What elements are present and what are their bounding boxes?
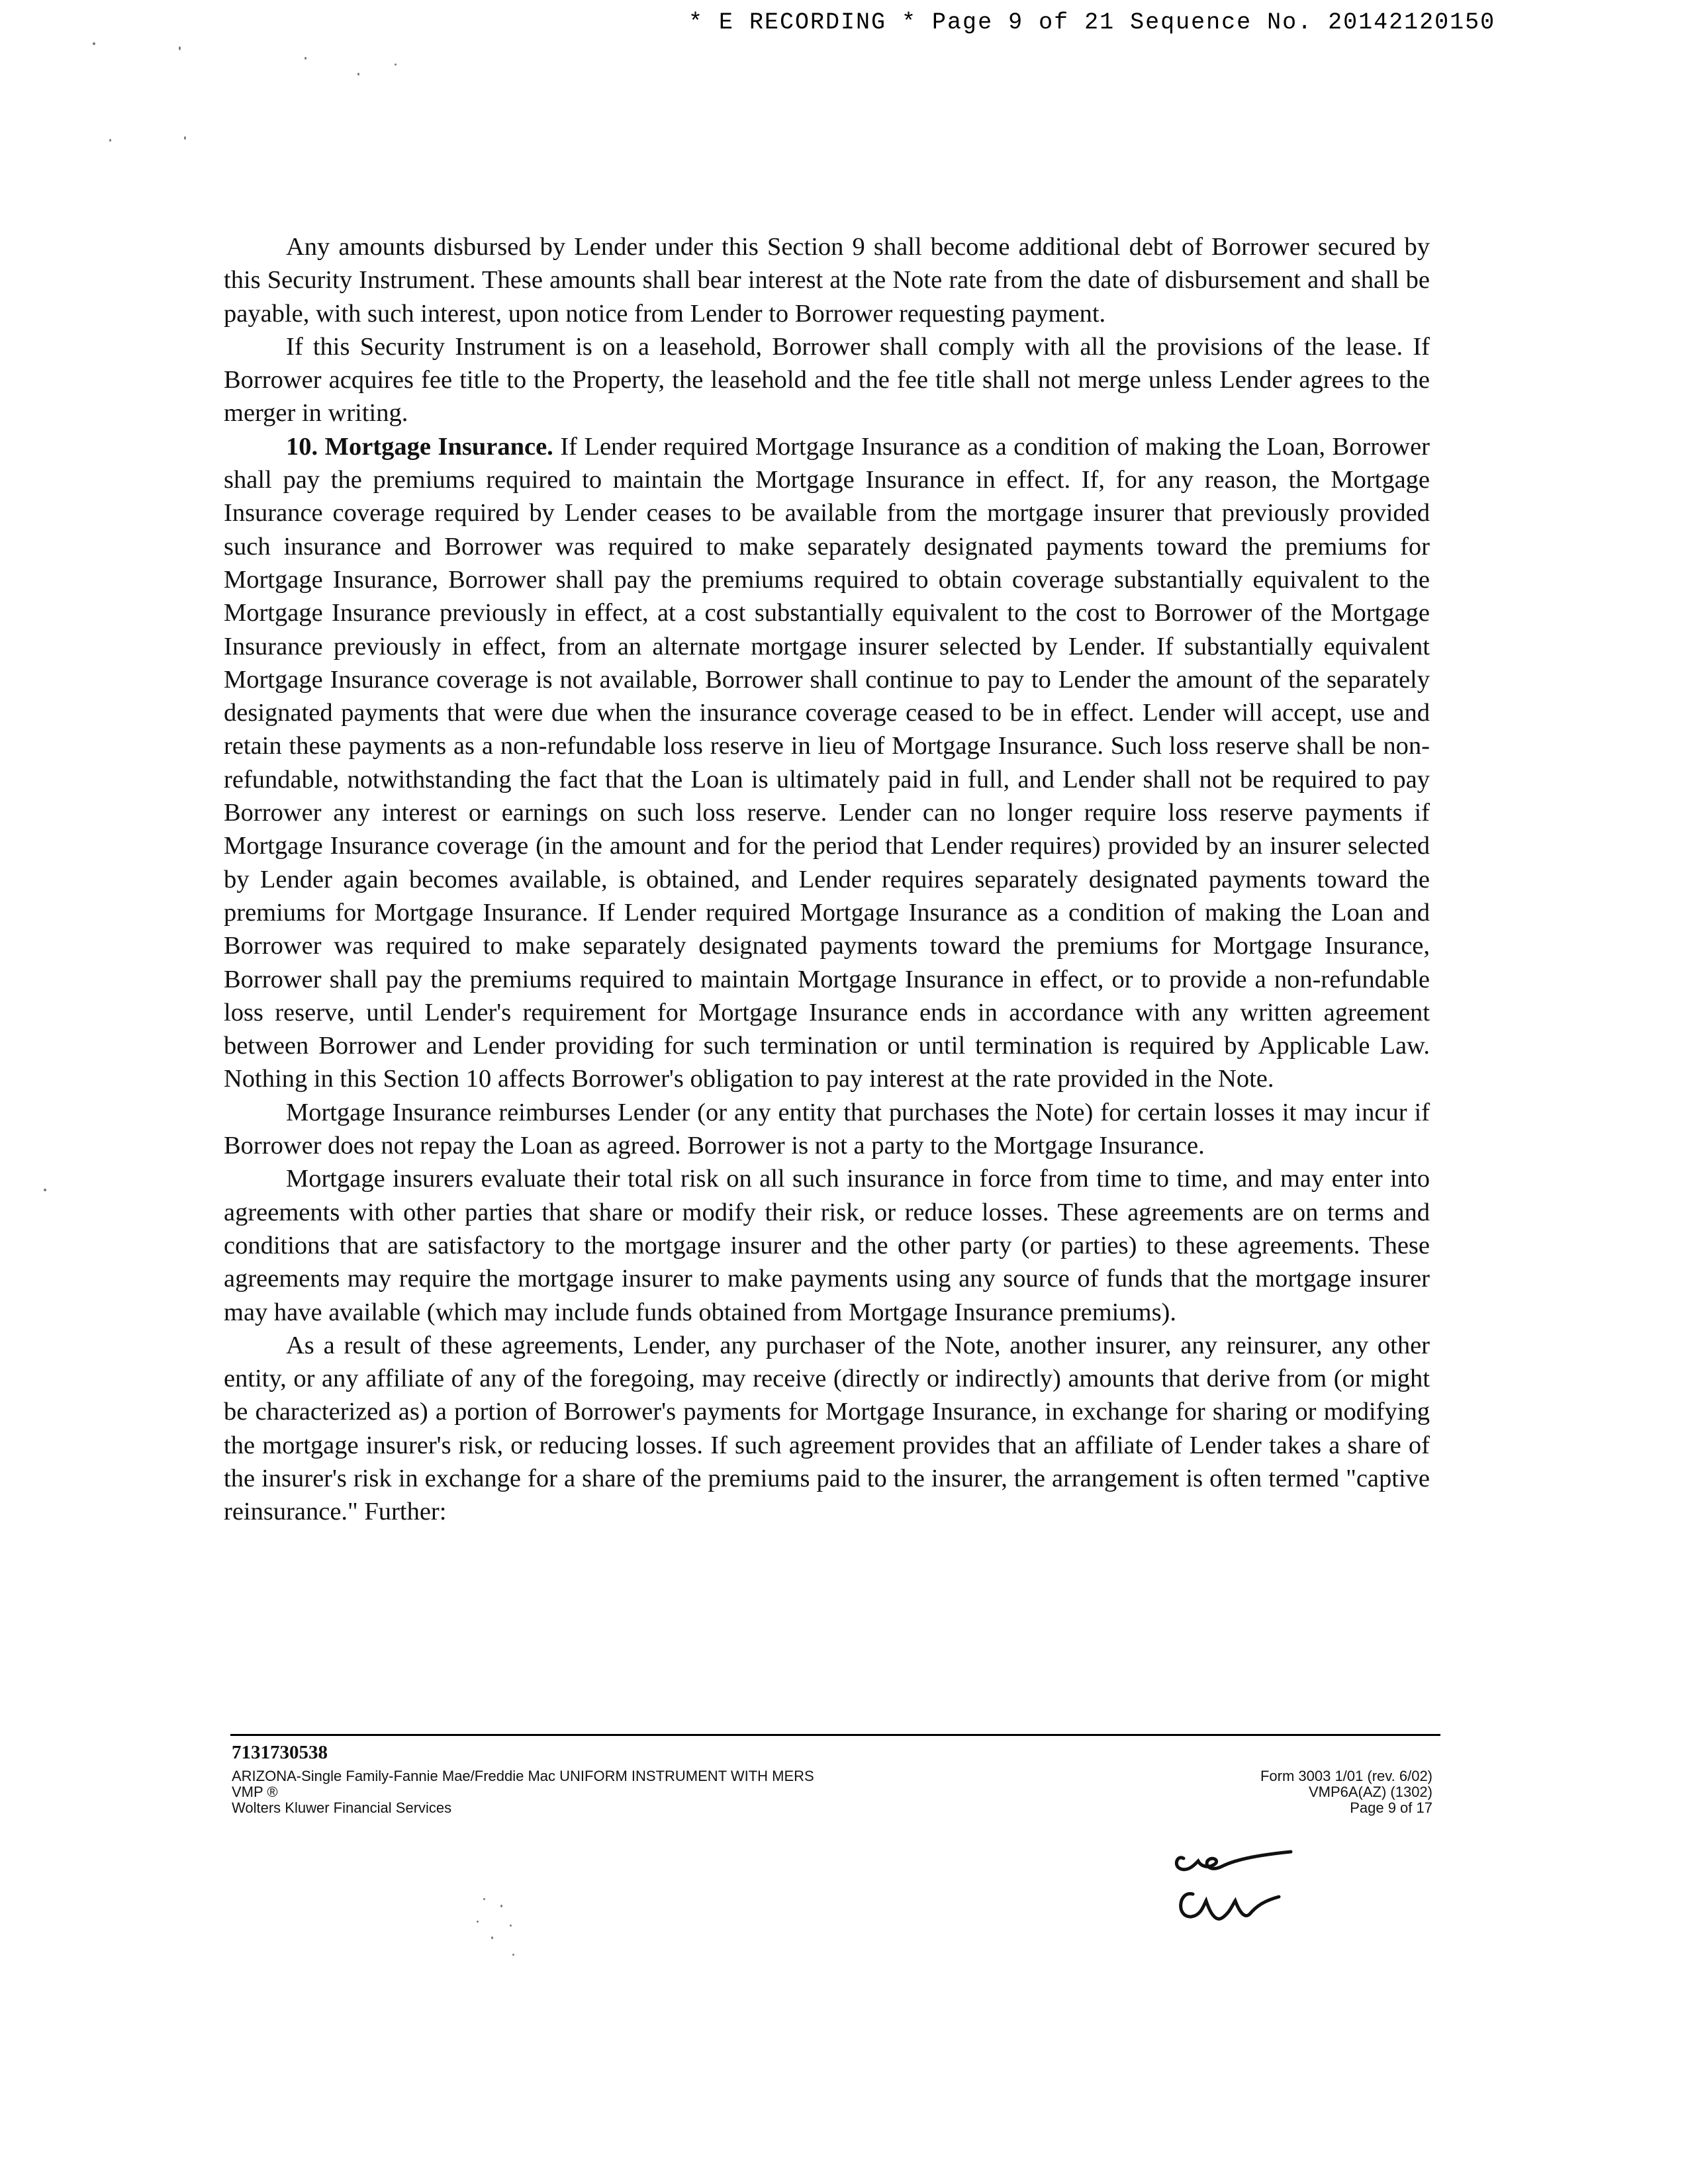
scan-speck — [357, 73, 359, 75]
handwritten-initials — [1172, 1840, 1317, 1939]
loan-number: 7131730538 — [232, 1742, 328, 1763]
scan-speck — [184, 136, 186, 140]
publisher: Wolters Kluwer Financial Services — [232, 1799, 452, 1816]
scan-speck — [93, 42, 95, 45]
paragraph-disbursed-amounts: Any amounts disbursed by Lender under this Section 9 shall become additional debt of Borrower secured by this Security Instrument. These amounts shall bear interest at the Note rate from the date of disbursement and shall be payable, with such interest, upon notice from Lender to Borrower requesting payment. — [224, 233, 1430, 328]
form-code: VMP6A(AZ) (1302) — [1308, 1784, 1432, 1800]
paragraph-agreements: As a result of these agreements, Lender, any purchaser of the Note, another insurer, any reinsurer, any other entity, or any affiliate of any of the foregoing, may receive (directly or indirectly) amounts that derive from (or might be characterized as) a portion of Borrower's payments for Mortgage Insurance, in exchange for sharing or modifying the mortgage insurer's risk, or reducing losses. If such agreement provides that an affiliate of Lender takes a share of the insurer's risk in exchange for a share of the premiums paid to the insurer, the arrangement is often termed "captive reinsurance." Further: — [224, 1331, 1430, 1526]
document-body — [224, 230, 1430, 1529]
paragraph-leasehold: If this Security Instrument is on a leasehold, Borrower shall comply with all the provisions of the lease. If Borrower acquires fee title to the Property, the leasehold and the fee title shall not merge unless Lender agrees to the merger in writing. — [224, 332, 1430, 428]
scan-speck — [510, 1925, 512, 1927]
scan-speck — [305, 57, 306, 60]
scan-speck — [500, 1905, 502, 1907]
form-title: ARIZONA-Single Family-Fannie Mae/Freddie Mac UNIFORM INSTRUMENT WITH MERS — [232, 1768, 814, 1784]
section-heading: 10. Mortgage Insurance. — [286, 432, 553, 461]
scan-speck — [512, 1954, 514, 1956]
paragraph-mi-insurers: Mortgage insurers evaluate their total risk on all such insurance in force from time to time, and may enter into agreements with other parties that share or modify their risk, or reduce losses. These agreements are on terms and conditions that are satisfactory to the mortgage insurer and the other party (or parties) to these agreements. These agreements may require the mortgage insurer to make payments using any source of funds that the mortgage insurer may have available (which may include funds obtained from Mortgage Insurance premiums). — [224, 1165, 1430, 1326]
scan-speck — [44, 1189, 46, 1191]
footer-form-number — [1260, 1768, 1432, 1816]
initials-stroke-bottom — [1181, 1893, 1279, 1919]
scan-speck — [179, 46, 181, 50]
scan-speck — [477, 1921, 479, 1923]
initials-stroke-top — [1176, 1852, 1291, 1870]
footer-divider — [230, 1734, 1440, 1736]
scan-speck — [395, 64, 397, 66]
form-number: Form 3003 1/01 (rev. 6/02) — [1260, 1768, 1432, 1784]
scan-speck — [109, 139, 111, 142]
footer-form-info — [232, 1768, 814, 1816]
scan-speck — [483, 1898, 485, 1900]
vmp-mark: VMP ® — [232, 1784, 278, 1800]
section-10-text: If Lender required Mortgage Insurance as a condition of making the Loan, Borrower shall pay the premiums required to maintain the Mortgage Insurance in effect. If, for any reason, the Mortgage Insurance coverage required by Lender ceases to be available from the mortgage insurer that previously provided such insurance and Borrower was required to make separately designated payments toward the premiums for Mortgage Insurance, Borrower shall pay the premiums required to obtain coverage substantially equivalent to the Mortgage Insurance previously in effect, at a cost substantially equivalent to the cost to Borrower of the Mortgage Insurance previously in effect, from an alternate mortgage insurer selected by Lender. If substantially equivalent Mortgage Insurance coverage is not available, Borrower shall continue to pay to Lender the amount of the separately designated payments that were due when the insurance coverage ceased to be in effect. Lender will accept, use and retain these payments as a non-refundable loss reserve in lieu of Mortgage Insurance. Such loss reserve shall be non-refundable, notwithstanding the fact that the Loan is ultimately paid in full, and Lender shall not be required to pay Borrower any interest or earnings on such loss reserve. Lender can no longer require loss reserve payments if Mortgage Insurance coverage (in the amount and for the period that Lender requires) provided by an insurer selected by Lender again becomes available, is obtained, and Lender requires separately designated payments toward the premiums for Mortgage Insurance. If Lender required Mortgage Insurance as a condition of making the Loan and Borrower was required to make separately designated payments toward the premiums for Mortgage Insurance, Borrower shall pay the premiums required to maintain Mortgage Insurance in effect, or to provide a non-refundable loss reserve, until Lender's requirement for Mortgage Insurance ends in accordance with any written agreement between Borrower and Lender providing for such termination or until termination is required by Applicable Law. Nothing in this Section 10 affects Borrower's obligation to pay interest at the rate provided in the Note. — [224, 432, 1430, 1093]
recording-header: * E RECORDING * Page 9 of 21 Sequence No. 20142120150 — [688, 9, 1496, 36]
scan-speck — [491, 1936, 493, 1939]
paragraph-mi-reimburses: Mortgage Insurance reimburses Lender (or any entity that purchases the Note) for certain losses it may incur if Borrower does not repay the Loan as agreed. Borrower is not a party to the Mortgage Insurance. — [224, 1098, 1430, 1160]
page-number: Page 9 of 17 — [1350, 1799, 1432, 1816]
paragraph-section-10 — [224, 430, 1430, 1096]
